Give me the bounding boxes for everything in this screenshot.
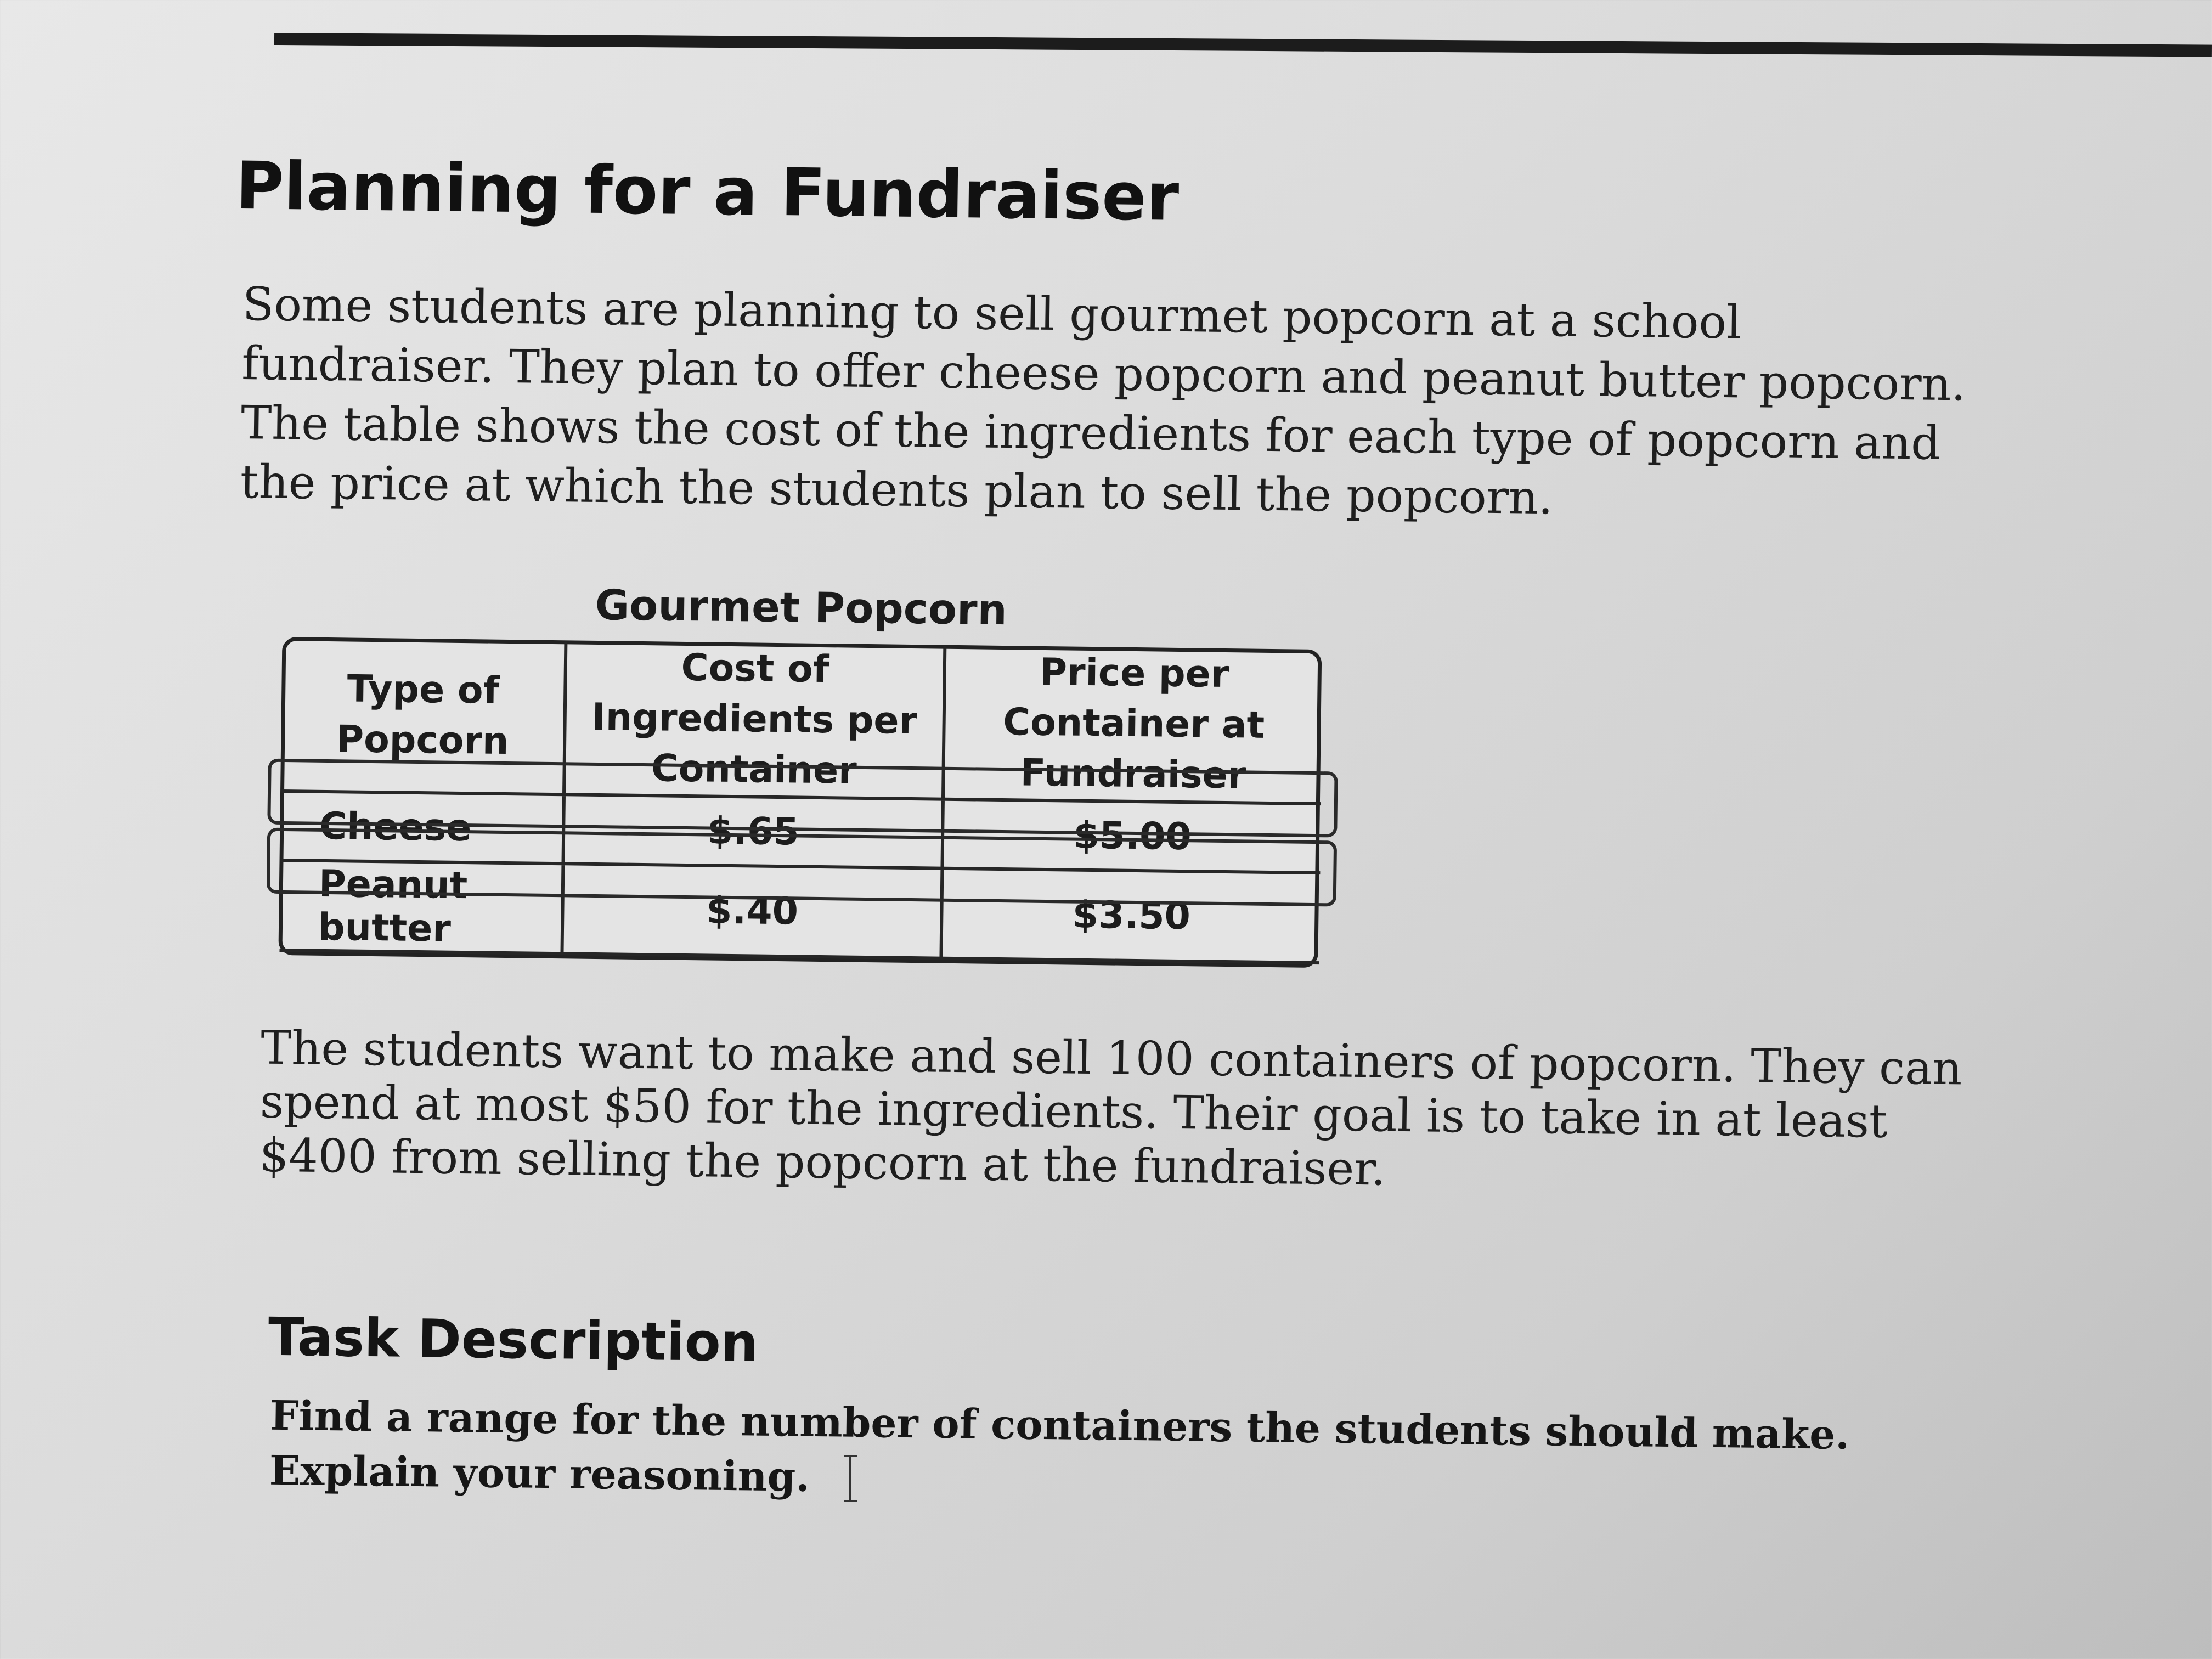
row-price: $3.50	[941, 868, 1320, 963]
table-header-row	[281, 638, 1323, 804]
table-row	[280, 860, 1321, 963]
header-cost: Cost of Ingredients per Container	[564, 641, 945, 799]
row-price: $5.00	[942, 799, 1321, 873]
header-type: Type of Popcorn	[281, 638, 566, 794]
task-text: Find a range for the number of containers the students should make. Explain your reasoning.	[269, 1392, 1850, 1501]
goal-paragraph: The students want to make and sell 100 containers of popcorn. They can spend at most $50 for the ingredients. Their goal is to take in at least $400 from selling the popcorn at the fundraiser.	[259, 1020, 1963, 1196]
row-type: Peanut butter	[280, 860, 563, 953]
popcorn-table-frame	[278, 637, 1322, 968]
intro-paragraph: Some students are planning to sell gourmet popcorn at a school fundraiser. They plan to offer cheese popcorn and peanut butter popcorn. The table shows the cost of the ingredients for each type of popcorn and the price at which the students plan to sell the popcorn.	[240, 277, 1966, 525]
page-title: Planning for a Fundraiser	[235, 148, 1180, 236]
row-type: Cheese	[281, 791, 565, 864]
table-caption: Gourmet Popcorn	[595, 580, 1008, 635]
header-price: Price per Container at Fundraiser	[943, 646, 1323, 804]
text-cursor-icon	[839, 1454, 861, 1503]
row-cost: $.40	[562, 864, 943, 958]
table-row	[281, 791, 1321, 873]
popcorn-table	[279, 638, 1323, 964]
row-cost: $.65	[563, 794, 943, 868]
task-heading: Task Description	[268, 1306, 759, 1374]
